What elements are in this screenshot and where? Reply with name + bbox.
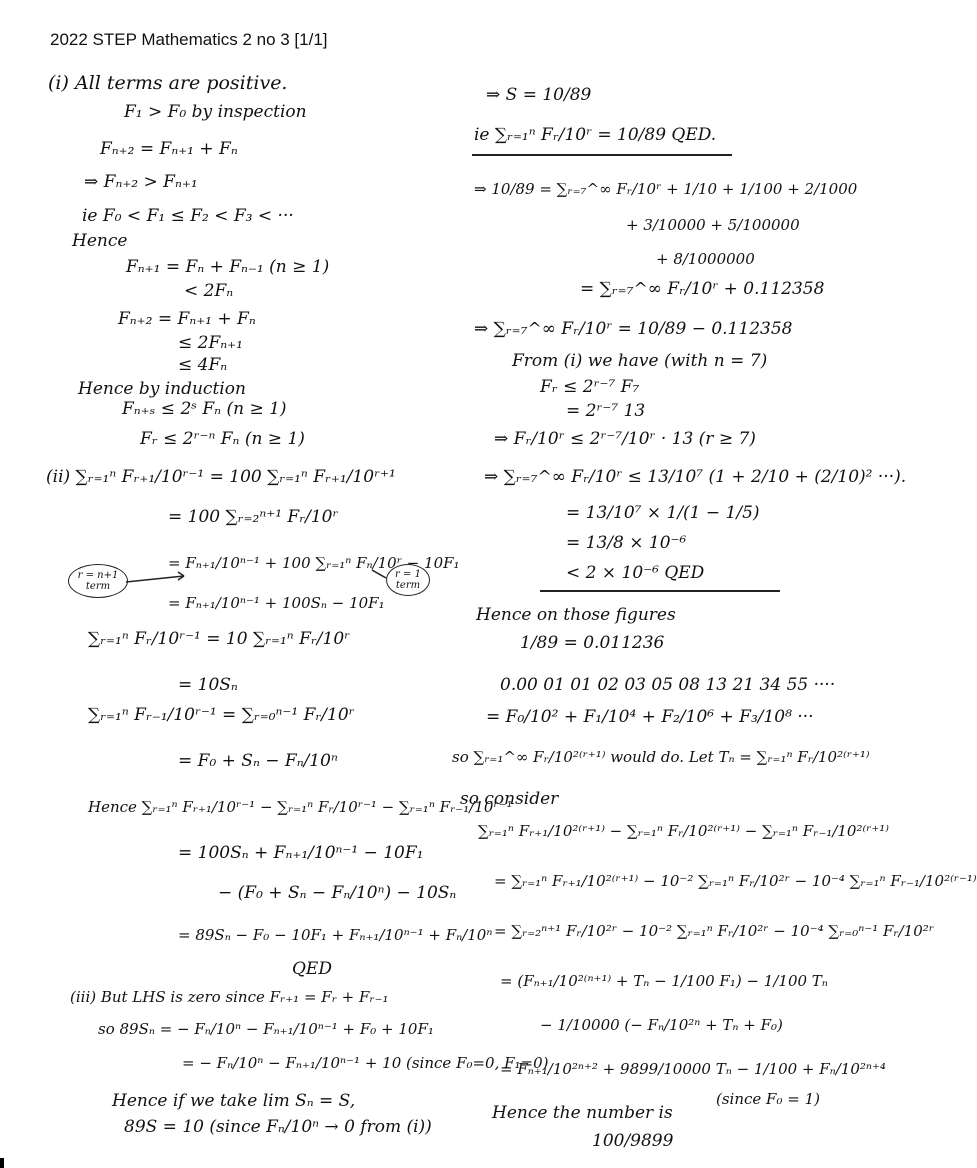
left-line-7: < 2Fₙ <box>184 281 234 301</box>
left-line-21: = F₀ + Sₙ − Fₙ/10ⁿ <box>178 751 338 771</box>
left-line-24: − (F₀ + Sₙ − Fₙ/10ⁿ) − 10Sₙ <box>218 883 457 903</box>
corner-mark <box>0 1158 4 1168</box>
right-line-18: = F₀/10² + F₁/10⁴ + F₂/10⁶ + F₃/10⁸ ··· <box>486 707 814 727</box>
right-line-12: = 13/10⁷ × 1/(1 − 1/5) <box>566 503 760 523</box>
right-line-13: = 13/8 × 10⁻⁶ <box>566 533 687 553</box>
right-line-25: − 1/10000 (− Fₙ/10²ⁿ + Tₙ + F₀) <box>540 1016 783 1034</box>
right-line-20: so consider <box>460 789 559 809</box>
divider-2 <box>540 590 780 592</box>
left-line-10: ≤ 4Fₙ <box>178 355 228 375</box>
left-line-15: = 100 ∑ᵣ₌₂ⁿ⁺¹ Fᵣ/10ʳ <box>168 507 339 527</box>
annotation-circle-right: r = 1 term <box>386 564 430 596</box>
right-line-10: ⇒ Fᵣ/10ʳ ≤ 2ʳ⁻⁷/10ʳ · 13 (r ≥ 7) <box>494 429 756 449</box>
left-line-5: Hence <box>72 231 128 251</box>
left-line-25: = 89Sₙ − F₀ − 10F₁ + Fₙ₊₁/10ⁿ⁻¹ + Fₙ/10ⁿ <box>178 926 493 944</box>
left-line-29: = − Fₙ/10ⁿ − Fₙ₊₁/10ⁿ⁻¹ + 10 (since F₀=0, F₁=0) <box>182 1054 549 1072</box>
left-line-8: Fₙ₊₂ = Fₙ₊₁ + Fₙ <box>118 309 256 329</box>
left-line-13: Fᵣ ≤ 2ʳ⁻ⁿ Fₙ (n ≥ 1) <box>140 429 305 449</box>
left-line-12: Fₙ₊ₛ ≤ 2ˢ Fₙ (n ≥ 1) <box>122 399 287 419</box>
left-line-20: ∑ᵣ₌₁ⁿ Fᵣ₋₁/10ʳ⁻¹ = ∑ᵣ₌₀ⁿ⁻¹ Fᵣ/10ʳ <box>88 705 355 725</box>
right-line-2: ⇒ 10/89 = ∑ᵣ₌₇^∞ Fᵣ/10ʳ + 1/10 + 1/100 + 2/1000 <box>474 180 858 198</box>
left-line-27: (iii) But LHS is zero since Fᵣ₊₁ = Fᵣ + Fᵣ₋₁ <box>70 988 389 1006</box>
annotation-circle-left: r = n+1 term <box>68 564 128 598</box>
right-line-19: so ∑ᵣ₌₁^∞ Fᵣ/10²⁽ʳ⁺¹⁾ would do. Let Tₙ = ∑ᵣ₌₁ⁿ Fᵣ/10²⁽ʳ⁺¹⁾ <box>452 748 870 766</box>
page-header: 2022 STEP Mathematics 2 no 3 [1/1] <box>50 30 328 49</box>
divider-1 <box>472 154 732 156</box>
right-line-8: Fᵣ ≤ 2ʳ⁻⁷ F₇ <box>540 377 640 397</box>
left-line-28: so 89Sₙ = − Fₙ/10ⁿ − Fₙ₊₁/10ⁿ⁻¹ + F₀ + 10F₁ <box>98 1020 434 1038</box>
right-line-28: Hence the number is <box>492 1103 673 1123</box>
left-line-11: Hence by induction <box>78 379 246 399</box>
right-line-24: = (Fₙ₊₁/10²⁽ⁿ⁺¹⁾ + Tₙ − 1/100 F₁) − 1/100 Tₙ <box>500 972 828 990</box>
left-line-0: (i) All terms are positive. <box>48 72 288 94</box>
left-line-30: Hence if we take lim Sₙ = S, <box>112 1091 356 1111</box>
right-line-29: 100/9899 <box>592 1131 674 1151</box>
right-line-4: + 8/1000000 <box>656 250 755 268</box>
left-line-17: = Fₙ₊₁/10ⁿ⁻¹ + 100Sₙ − 10F₁ <box>168 594 385 612</box>
right-line-3: + 3/10000 + 5/100000 <box>626 216 800 234</box>
left-line-22: Hence ∑ᵣ₌₁ⁿ Fᵣ₊₁/10ʳ⁻¹ − ∑ᵣ₌₁ⁿ Fᵣ/10ʳ⁻¹ − ∑ᵣ₌₁ⁿ Fᵣ₋₁/10ʳ⁻¹ <box>88 798 513 816</box>
right-line-27: (since F₀ = 1) <box>716 1090 820 1108</box>
left-line-4: ie F₀ < F₁ ≤ F₂ < F₃ < ··· <box>82 206 294 226</box>
right-line-14: < 2 × 10⁻⁶ QED <box>566 563 705 583</box>
right-line-23: = ∑ᵣ₌₂ⁿ⁺¹ Fᵣ/10²ʳ − 10⁻² ∑ᵣ₌₁ⁿ Fᵣ/10²ʳ − 10⁻⁴ ∑ᵣ₌₀ⁿ⁻¹ Fᵣ/10²ʳ <box>494 922 934 940</box>
right-line-6: ⇒ ∑ᵣ₌₇^∞ Fᵣ/10ʳ = 10/89 − 0.112358 <box>474 319 793 339</box>
right-line-7: From (i) we have (with n = 7) <box>512 351 768 371</box>
left-line-1: F₁ > F₀ by inspection <box>124 102 307 122</box>
left-line-6: Fₙ₊₁ = Fₙ + Fₙ₋₁ (n ≥ 1) <box>126 257 330 277</box>
left-line-3: ⇒ Fₙ₊₂ > Fₙ₊₁ <box>84 172 198 192</box>
left-line-23: = 100Sₙ + Fₙ₊₁/10ⁿ⁻¹ − 10F₁ <box>178 843 424 863</box>
right-line-26: = Fₙ₊₁/10²ⁿ⁺² + 9899/10000 Tₙ − 1/100 + Fₙ/10²ⁿ⁺⁴ <box>500 1060 886 1078</box>
right-line-15: Hence on those figures <box>476 605 676 625</box>
right-line-17: 0.00 01 01 02 03 05 08 13 21 34 55 ···· <box>500 675 836 695</box>
arrow-right <box>372 570 386 578</box>
arrow-left <box>126 576 184 582</box>
right-line-11: ⇒ ∑ᵣ₌₇^∞ Fᵣ/10ʳ ≤ 13/10⁷ (1 + 2/10 + (2/10)² ···). <box>484 467 907 487</box>
left-line-2: Fₙ₊₂ = Fₙ₊₁ + Fₙ <box>100 139 238 159</box>
left-line-18: ∑ᵣ₌₁ⁿ Fᵣ/10ʳ⁻¹ = 10 ∑ᵣ₌₁ⁿ Fᵣ/10ʳ <box>88 629 351 649</box>
right-line-5: = ∑ᵣ₌₇^∞ Fᵣ/10ʳ + 0.112358 <box>580 279 825 299</box>
left-line-31: 89S = 10 (since Fₙ/10ⁿ → 0 from (i)) <box>124 1117 432 1137</box>
right-line-22: = ∑ᵣ₌₁ⁿ Fᵣ₊₁/10²⁽ʳ⁺¹⁾ − 10⁻² ∑ᵣ₌₁ⁿ Fᵣ/10²ʳ − 10⁻⁴ ∑ᵣ₌₁ⁿ Fᵣ₋₁/10²⁽ʳ⁻¹⁾ <box>494 872 977 890</box>
left-line-19: = 10Sₙ <box>178 675 238 695</box>
right-line-1: ie ∑ᵣ₌₁ⁿ Fᵣ/10ʳ = 10/89 QED. <box>474 125 717 145</box>
right-line-0: ⇒ S = 10/89 <box>486 85 592 105</box>
left-line-26: QED <box>292 959 332 979</box>
right-line-16: 1/89 = 0.011236 <box>520 633 665 653</box>
left-line-14: (ii) ∑ᵣ₌₁ⁿ Fᵣ₊₁/10ʳ⁻¹ = 100 ∑ᵣ₌₁ⁿ Fᵣ₊₁/10ʳ⁺¹ <box>46 467 396 487</box>
right-line-21: ∑ᵣ₌₁ⁿ Fᵣ₊₁/10²⁽ʳ⁺¹⁾ − ∑ᵣ₌₁ⁿ Fᵣ/10²⁽ʳ⁺¹⁾ − ∑ᵣ₌₁ⁿ Fᵣ₋₁/10²⁽ʳ⁺¹⁾ <box>478 822 889 840</box>
right-line-9: = 2ʳ⁻⁷ 13 <box>566 401 646 421</box>
left-line-16: = Fₙ₊₁/10ⁿ⁻¹ + 100 ∑ᵣ₌₁ⁿ Fₙ/10ʳ − 10F₁ <box>168 554 460 572</box>
left-line-9: ≤ 2Fₙ₊₁ <box>178 333 243 353</box>
